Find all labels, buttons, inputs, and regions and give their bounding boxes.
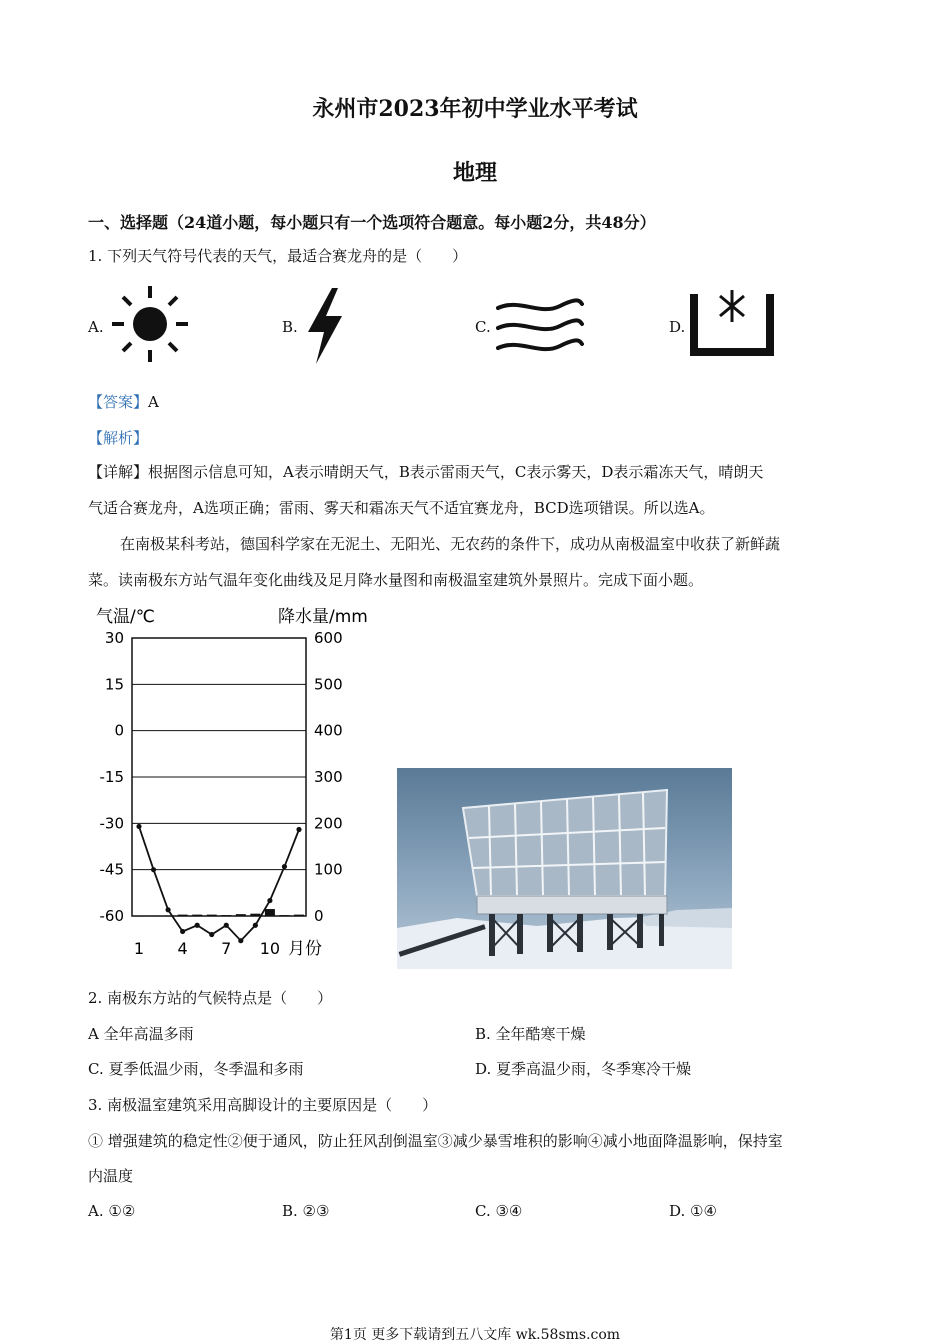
y-left-tick-label: -45 bbox=[99, 860, 124, 879]
precip-bar bbox=[265, 909, 275, 916]
q2-option-c: C. 夏季低温少雨，冬季温和多雨 bbox=[88, 1060, 304, 1078]
passage-line-1: 在南极某科考站，德国科学家在无泥土、无阳光、无农药的条件下，成功从南极温室中收获了新鲜蔬 bbox=[120, 535, 781, 553]
y-right-tick-label: 100 bbox=[314, 860, 343, 879]
y-right-tick-label: 500 bbox=[314, 675, 343, 694]
precip-bar bbox=[236, 914, 246, 916]
y-right-axis-label: 降水量/mm bbox=[278, 607, 368, 627]
q2-stem: 2. 南极东方站的气候特点是（ ） bbox=[88, 989, 333, 1007]
y-left-tick-label: 30 bbox=[104, 629, 124, 647]
answer-line bbox=[88, 392, 159, 412]
q3-option-c: C. ③④ bbox=[475, 1202, 523, 1220]
q3-option-d: D. ①④ bbox=[669, 1202, 717, 1220]
y-left-tick-label: -30 bbox=[99, 814, 124, 833]
temperature-point bbox=[296, 827, 301, 832]
x-tick-label: 4 bbox=[177, 939, 188, 958]
page-title: 永州市2023年初中学业水平考试 bbox=[312, 96, 638, 122]
precip-bar bbox=[207, 915, 217, 916]
x-tick-label: 1 bbox=[133, 939, 145, 958]
temperature-point bbox=[165, 907, 170, 912]
q3-option-b: B. ②③ bbox=[282, 1202, 330, 1220]
y-right-tick-label: 600 bbox=[314, 629, 343, 647]
answer-value: A bbox=[148, 393, 159, 411]
x-tick-label: 10 bbox=[259, 939, 281, 958]
y-left-tick-label: 15 bbox=[104, 675, 124, 694]
q1-option-c-label: C. bbox=[475, 318, 491, 336]
temperature-point bbox=[195, 923, 200, 928]
page-footer: 第1页 更多下载请到五八文库 wk.58sms.com bbox=[329, 1327, 621, 1343]
precip-bar bbox=[178, 915, 188, 916]
section-heading: 一、选择题（24道小题，每小题只有一个选项符合题意。每小题2分，共48分） bbox=[88, 213, 656, 232]
precip-bar bbox=[279, 915, 289, 916]
y-right-tick-label: 300 bbox=[314, 768, 343, 786]
temperature-point bbox=[136, 824, 141, 829]
answer-tag: 【答案】 bbox=[88, 393, 149, 411]
precip-bar bbox=[294, 915, 304, 916]
frost-icon bbox=[690, 286, 774, 356]
detail-line-2: 气适合赛龙舟，A选项正确；雷雨、雾天和霜冻天气不适宜赛龙舟，BCD选项错误。所以选A。 bbox=[88, 499, 715, 517]
climate-chart bbox=[88, 600, 398, 970]
q2-option-d: D. 夏季高温少雨，冬季寒冷干燥 bbox=[475, 1060, 692, 1078]
q3-stem: 3. 南极温室建筑采用高脚设计的主要原因是（ ） bbox=[88, 1096, 438, 1114]
q3-line-2: 内温度 bbox=[88, 1167, 134, 1185]
q3-option-a: A. ①② bbox=[88, 1202, 136, 1220]
temperature-point bbox=[282, 864, 287, 869]
x-tick-label: 7 bbox=[221, 939, 232, 958]
sun-icon bbox=[110, 284, 190, 364]
y-left-tick-label: -60 bbox=[99, 907, 124, 925]
temperature-point bbox=[209, 932, 214, 937]
detail-line-1: 【详解】根据图示信息可知，A表示晴朗天气，B表示雷雨天气，C表示雾天，D表示霜冻天气，晴朗天 bbox=[88, 463, 764, 481]
precip-bar bbox=[221, 915, 231, 916]
precip-bar bbox=[149, 916, 159, 917]
passage-line-2: 菜。读南极东方站气温年变化曲线及足月降水量图和南极温室建筑外景照片。完成下面小题。 bbox=[88, 571, 704, 589]
y-right-tick-label: 400 bbox=[314, 721, 343, 740]
lightning-icon bbox=[302, 286, 346, 366]
q1-option-d-label: D. bbox=[669, 318, 686, 336]
temperature-point bbox=[180, 929, 185, 934]
y-left-tick-label: 0 bbox=[114, 721, 124, 740]
q1-option-b-label: B. bbox=[282, 318, 298, 336]
q2-option-b: B. 全年酷寒干燥 bbox=[475, 1025, 586, 1043]
q3-line-1: ① 增强建筑的稳定性②便于通风，防止狂风刮倒温室③减少暴雪堆积的影响④减小地面降温影响，保持室 bbox=[88, 1132, 783, 1150]
q2-option-a: A 全年高温多雨 bbox=[88, 1025, 194, 1043]
temperature-point bbox=[253, 923, 258, 928]
temperature-point bbox=[267, 898, 272, 903]
precip-bar bbox=[192, 915, 202, 916]
greenhouse-photo bbox=[397, 768, 732, 969]
q1-option-a-label: A. bbox=[88, 318, 104, 336]
temperature-line bbox=[139, 826, 299, 940]
temperature-point bbox=[238, 938, 243, 943]
x-axis-label: 月份 bbox=[288, 939, 322, 959]
precip-bar bbox=[134, 916, 144, 917]
analysis-tag: 【解析】 bbox=[88, 429, 149, 447]
subject-title: 地理 bbox=[452, 160, 497, 186]
precip-bar bbox=[250, 914, 260, 916]
temperature-point bbox=[151, 867, 156, 872]
y-left-axis-label: 气温/℃ bbox=[96, 607, 155, 627]
temperature-point bbox=[224, 923, 229, 928]
fog-icon bbox=[494, 296, 586, 362]
y-left-tick-label: -15 bbox=[99, 768, 124, 786]
y-right-tick-label: 0 bbox=[314, 907, 324, 925]
y-right-tick-label: 200 bbox=[314, 814, 343, 833]
q1-stem: 1. 下列天气符号代表的天气，最适合赛龙舟的是（ ） bbox=[88, 247, 468, 265]
